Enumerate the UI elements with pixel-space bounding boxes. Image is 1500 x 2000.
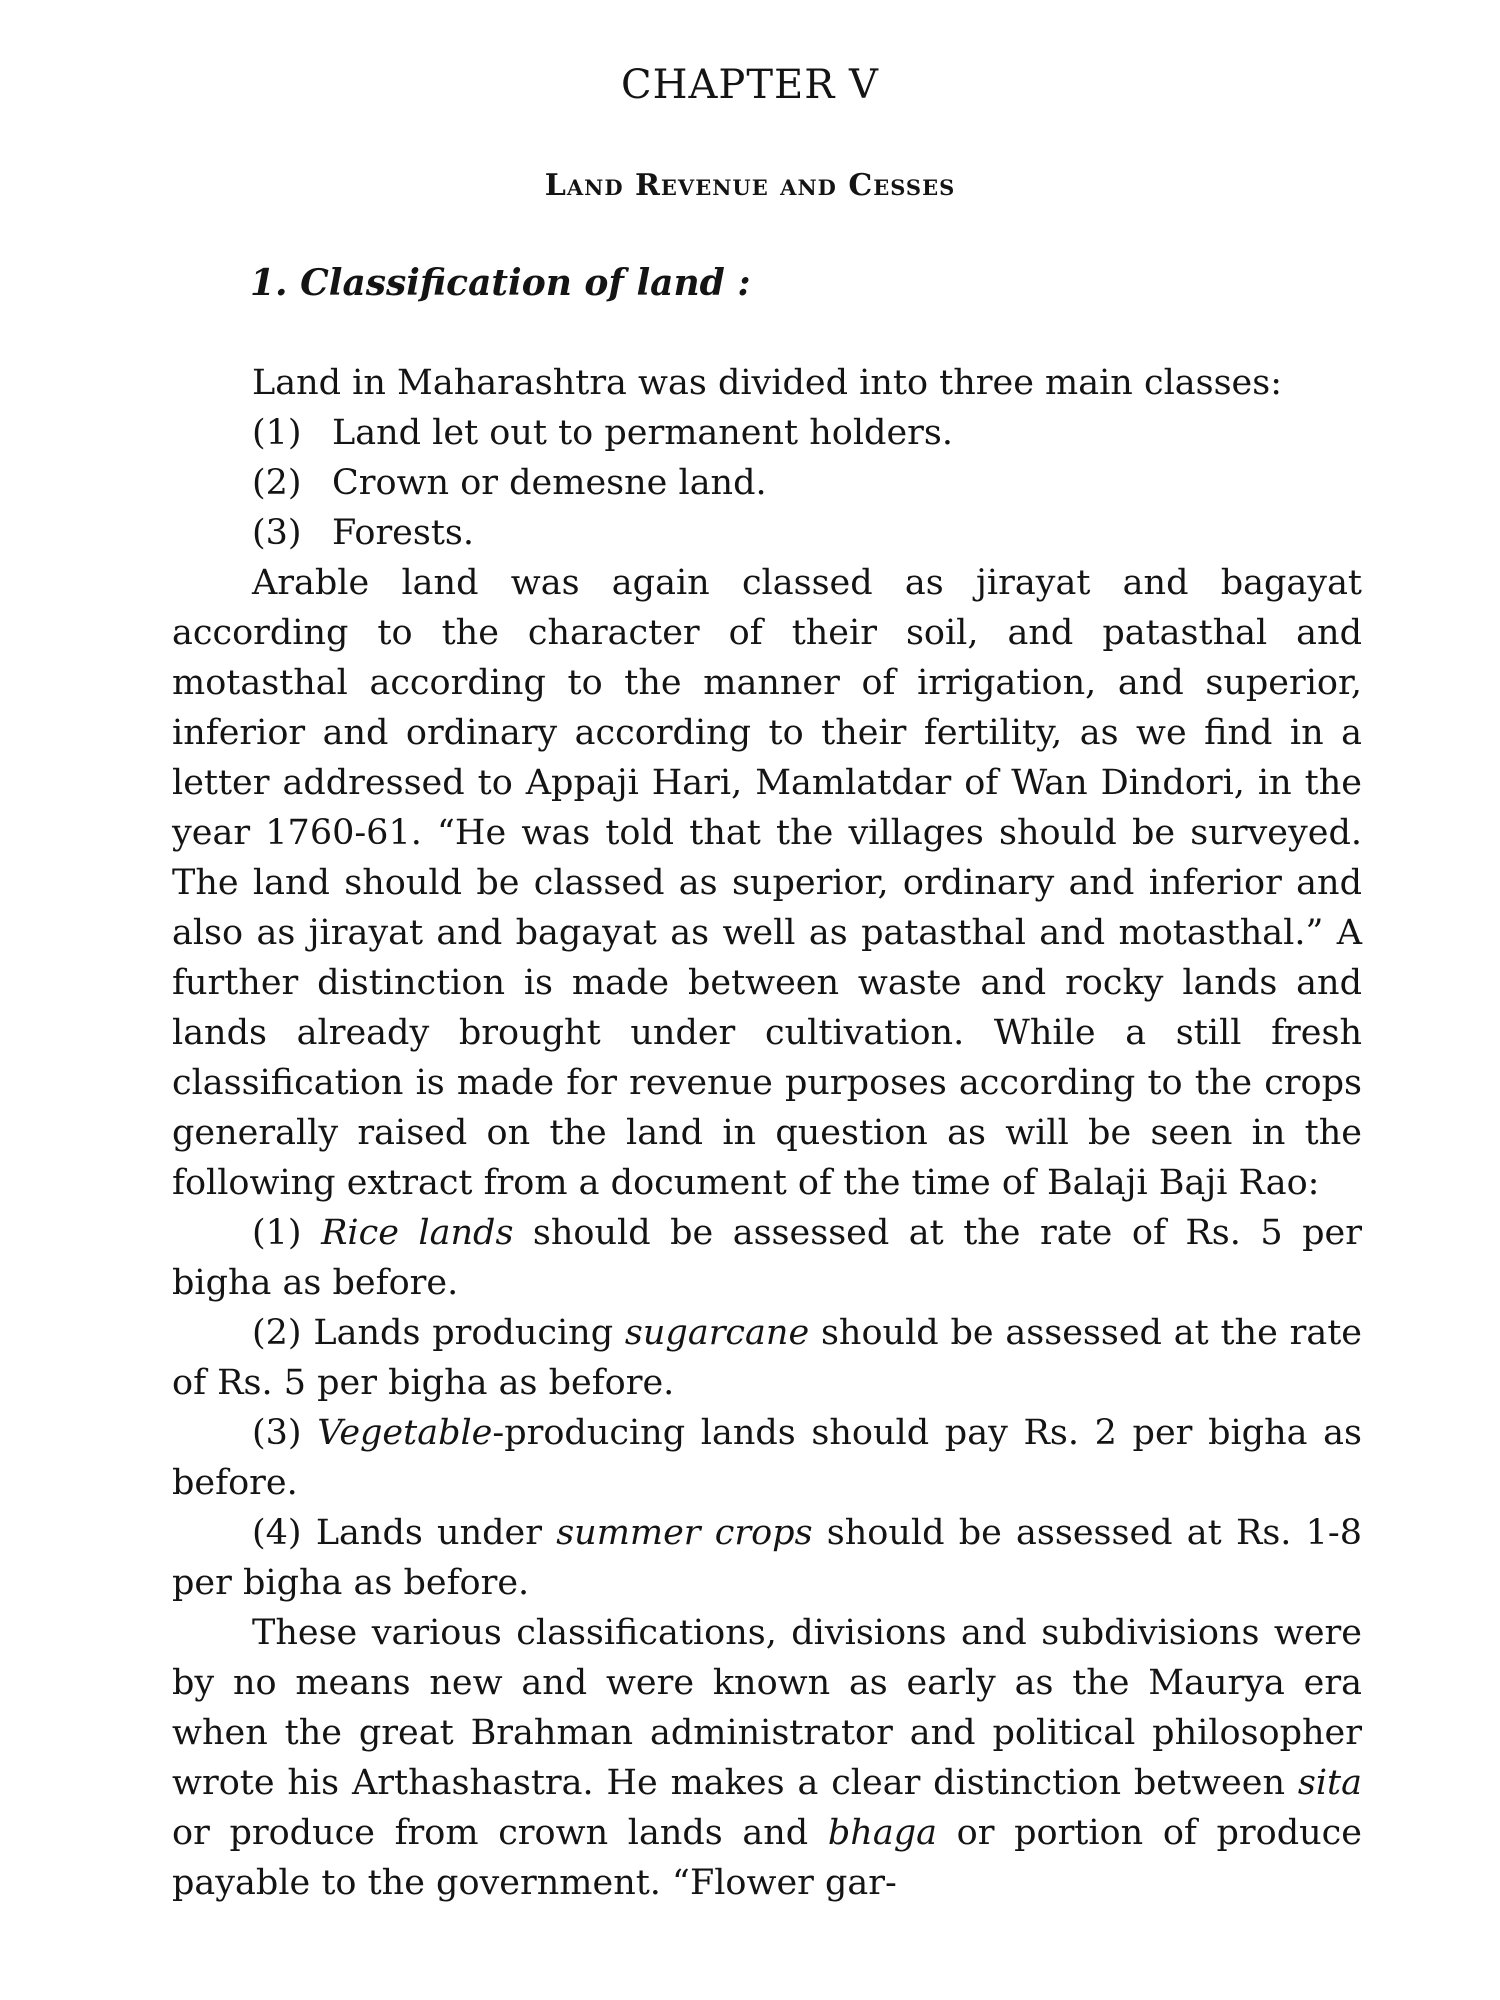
list-text: Forests. (332, 513, 474, 553)
list-text: Land let out to permanent holders. (332, 413, 953, 453)
term-sita: sita (1297, 1763, 1362, 1803)
crop-rate-item: (4) Lands under summer crops should be assessed at Rs. 1-8 per bigha as before. (172, 1513, 1362, 1603)
arable-land-paragraph: Arable land was again classed as jirayat and bagayat according to the character of their soil, and patasthal and motasthal according to the manner of irrigation, and superior, inferior and ordinary according to their fertility, as we find in a letter addressed to Appaji Hari, Mamlatdar of Wan Dindori, in the year 1760-61. “He was told that the villages should be surveyed. The land should be classed as superior, ordinary and inferior and also as jirayat and bagayat as well as patasthal and motasthal.” A further distinction is made between waste and rocky lands and lands already brought under cultivation. While a still fresh classification is made for revenue purposes according to the crops generally raised on the land in question as will be seen in the following extract from a document of the time of Balaji Baji Rao: (172, 563, 1362, 1203)
list-item (172, 458, 1362, 508)
term-bhaga: bhaga (827, 1813, 937, 1853)
crop-rate-number: (3) (252, 1413, 302, 1453)
crop-rate-number: (2) (252, 1313, 302, 1353)
body-text (172, 358, 1362, 1908)
subsection-heading: 1. Classification of land : (250, 262, 751, 304)
list-item (172, 508, 1362, 558)
crop-rate-item: (1) Rice lands should be assessed at the rate of Rs. 5 per bigha as before. (172, 1213, 1362, 1303)
crop-rate-number: (4) (252, 1513, 302, 1553)
crop-rate-item: (3) Vegetable-producing lands should pay Rs. 2 per bigha as before. (172, 1413, 1362, 1503)
main-classes-list (172, 408, 1362, 558)
crop-rate-number: (1) (252, 1213, 302, 1253)
list-item (172, 408, 1362, 458)
crop-name: Vegetable (317, 1413, 493, 1453)
chapter-title: CHAPTER V (621, 62, 879, 108)
crop-name: Rice lands (321, 1213, 514, 1253)
crop-rates-list (172, 1208, 1362, 1608)
crop-name: sugarcane (624, 1313, 810, 1353)
list-number: (1) (252, 413, 302, 453)
maurya-paragraph: These various classifications, divisions and subdivisions were by no means new and were known as early as the Maurya era when the great Brahman administrator and political philosopher wrote his Arthashastra. He makes a clear distinction between sita or produce from crown lands and bhaga or portion of produce payable to the government. “Flower gar- (172, 1613, 1362, 1903)
crop-rate-item: (2) Lands producing sugarcane should be assessed at the rate of Rs. 5 per bigha as before. (172, 1313, 1362, 1403)
list-number: (3) (252, 513, 302, 553)
list-number: (2) (252, 463, 302, 503)
list-text: Crown or demesne land. (332, 463, 767, 503)
intro-paragraph: Land in Maharashtra was divided into three main classes: (252, 363, 1283, 403)
crop-name: summer crops (556, 1513, 813, 1553)
section-title: Land Revenue and Cesses (544, 168, 956, 203)
